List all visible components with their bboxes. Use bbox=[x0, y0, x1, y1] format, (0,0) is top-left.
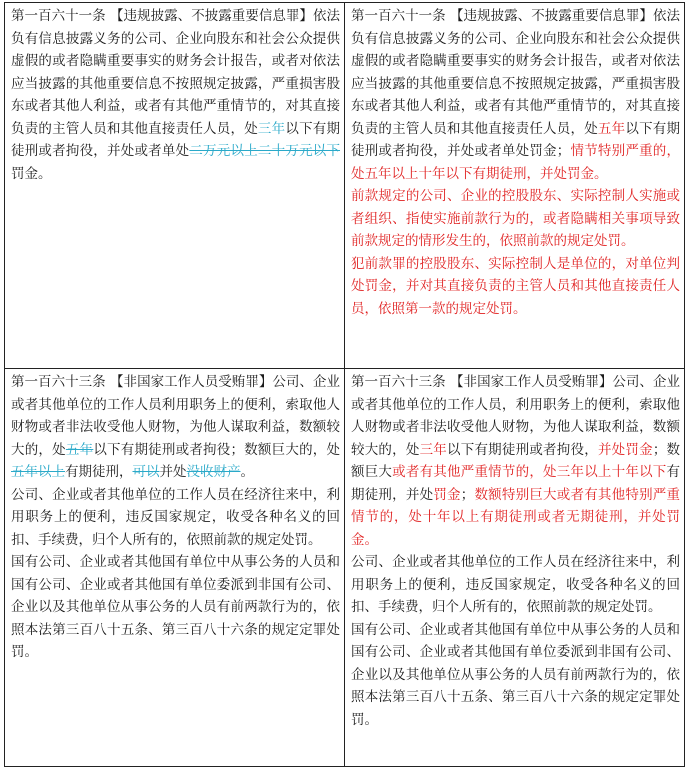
new-article-163-cell bbox=[345, 369, 685, 767]
table-row bbox=[5, 3, 685, 369]
inserted-text: 五年 bbox=[597, 120, 626, 137]
inserted-text: 罚金 bbox=[433, 486, 461, 503]
text: 并处 bbox=[159, 464, 187, 480]
text: 以下有期徒刑或者拘役， bbox=[447, 441, 598, 458]
text: 。 bbox=[240, 464, 254, 480]
deleted-text: 没收财产 bbox=[186, 464, 241, 480]
new-article-161-cell bbox=[345, 3, 685, 369]
text: 以下有期徒刑或者拘役；数额巨大的，处 bbox=[93, 441, 341, 458]
inserted-text: 并处罚金 bbox=[597, 441, 653, 458]
new-article-161-paragraph-2: 前款规定的公司、企业的控股股东、实际控制人实施或者组织、指使实施前款行为的，或者隐瞒相关事项导致前款规定的情形发生的，依照前款的规定处罚。 bbox=[351, 188, 680, 249]
old-article-163-cell bbox=[5, 369, 345, 767]
text: 有期徒刑， bbox=[65, 464, 133, 480]
text: 第一百六十一条 【违规披露、不披露重要信息罪】依法负有信息披露义务的公司、企业向股东和社会公众提供虚假的或者隐瞒重要事实的财务会计报告，或者对依法应当披露的其他重要信息不按照规定披露，严重损害股东或者其他人利益，或者有其他严重情节的，对其直接负责的主管人员和其他直接责任人员，处 bbox=[351, 8, 680, 137]
old-article-161-cell bbox=[5, 3, 345, 369]
text: 第一百六十一条 【违规披露、不披露重要信息罪】依法负有信息披露义务的公司、企业向股东和社会公众提供虚假的或者隐瞒重要事实的财务会计报告，或者对依法应当披露的其他重要信息不按照规定披露，严重损害股东或者其他人利益，或者有其他严重情节的，对其直接负责的主管人员和其他直接责任人员，处 bbox=[11, 8, 340, 137]
inserted-text: 数额特别巨大或者有其他特别严重情节的，处十年以上有期徒刑或者无期徒刑，并处罚金。 bbox=[351, 486, 681, 548]
text: 有期徒刑，并处 bbox=[351, 464, 681, 503]
text: 第一百六十三条 【非国家工作人员受贿罪】公司、企业或者其他单位的工作人员利用职务上的便利，索取他人财物或者非法收受他人财物，为他人谋取利益，数额较大的，处 bbox=[11, 374, 340, 458]
inserted-text: 情节特别严重的，处五年以上十年以下有期徒刑，并处罚金。 bbox=[351, 143, 681, 182]
new-article-161-paragraph-1 bbox=[351, 5, 680, 185]
old-article-163-paragraph-3: 国有公司、企业或者其他国有单位中从事公务的人员和国有公司、企业或者其他国有单位委派到非国有公司、企业以及其他单位从事公务的人员有前两款行为的，依照本法第三百八十五条、第三百八十六条的规定定罪处罚。 bbox=[11, 554, 340, 660]
new-article-161-paragraph-3: 犯前款罪的控股股东、实际控制人是单位的，对单位判处罚金，并对其直接负责的主管人员和其他直接责任人员，依照第一款的规定处罚。 bbox=[351, 255, 680, 317]
deleted-text: 二万元以上二十万元以下 bbox=[189, 143, 341, 159]
old-article-163-paragraph-1 bbox=[11, 371, 340, 484]
deleted-text: 可以 bbox=[132, 464, 160, 480]
changed-text: 三年 bbox=[257, 120, 286, 137]
text: 第一百六十三条 【非国家工作人员受贿罪】公司、企业或者其他单位的工作人员，利用职务上的便利，索取他人财物或者非法收受他人财物，为他人谋取利益，数额较大的，处 bbox=[351, 374, 680, 458]
text: 以下有期徒刑或者拘役，并处或者单处 bbox=[11, 120, 341, 159]
inserted-text: 或者有其他严重情节的，处三年以上十年以下 bbox=[392, 464, 667, 480]
old-article-161-paragraph bbox=[11, 5, 340, 185]
new-article-163-paragraph-3: 国有公司、企业或者其他国有单位中从事公务的人员和国有公司、企业或者其他国有单位委派到非国有公司、企业以及其他单位从事公务的人员有前两款行为的，依照本法第三百八十五条、第三百八十六条的规定定罪处罚。 bbox=[351, 621, 680, 728]
new-article-163-paragraph-2: 公司、企业或者其他单位的工作人员在经济往来中，利用职务上的便利，违反国家规定，收受各种名义的回扣、手续费，归个人所有的，依照前款的规定处罚。 bbox=[351, 554, 680, 615]
text: 以下有期徒刑或者拘役，并处或者单处罚金； bbox=[351, 120, 681, 159]
inserted-text: 三年 bbox=[419, 441, 448, 458]
text: ； bbox=[460, 486, 475, 503]
old-article-163-paragraph-2: 公司、企业或者其他单位的工作人员在经济往来中，利用职务上的便利，违反国家规定，收受各种名义的回扣、手续费，归个人所有的，依照前款的规定处罚。 bbox=[11, 486, 340, 548]
comparison-table bbox=[4, 2, 685, 767]
new-article-163-paragraph-1 bbox=[351, 371, 680, 551]
deleted-text: 五年 bbox=[65, 441, 94, 458]
text: ；数额巨大 bbox=[351, 441, 681, 480]
text: 罚金。 bbox=[11, 165, 52, 182]
table-row bbox=[5, 369, 685, 767]
deleted-text: 五年以上 bbox=[11, 464, 65, 480]
